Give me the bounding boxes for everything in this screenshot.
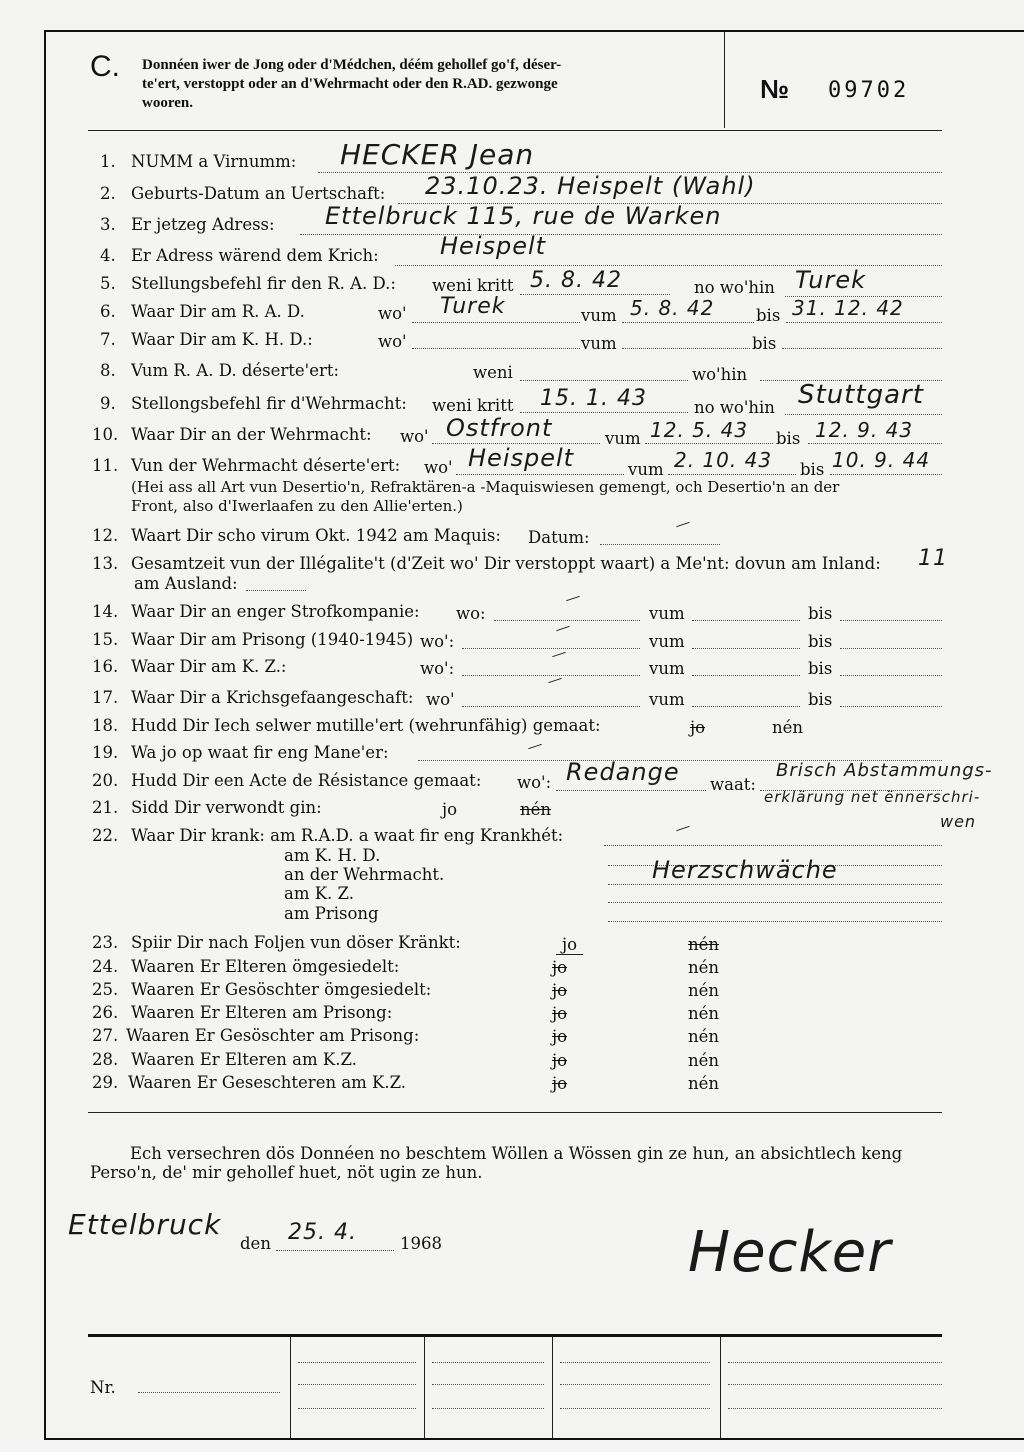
q26-jo: jo <box>552 1004 568 1023</box>
q3-label: Er jetzeg Adress: <box>131 215 275 234</box>
q6-place: Turek <box>440 294 506 319</box>
q8-weni: weni <box>473 363 513 382</box>
q11-from-line <box>668 474 796 475</box>
questions-end-rule <box>88 1112 942 1113</box>
footer-dots-1c <box>298 1408 416 1409</box>
q25-nen: nén <box>688 981 720 1000</box>
q22-num: 22. <box>92 826 119 845</box>
q12-datum: Datum: <box>528 528 590 547</box>
form-title-line3: wooren. <box>142 95 193 111</box>
q10-from: 12. 5. 43 <box>650 418 749 442</box>
q7-num: 7. <box>100 330 116 349</box>
q29-num: 29. <box>92 1073 119 1092</box>
q22-prisong-line <box>608 921 942 922</box>
q17-place-line <box>462 706 640 707</box>
footer-col-2 <box>424 1336 425 1438</box>
q21-num: 21. <box>92 798 119 817</box>
q6-from: 5. 8. 42 <box>630 296 715 320</box>
q27-jo: jo <box>552 1027 568 1046</box>
q29-jo: jo <box>552 1074 568 1093</box>
q21-label: Sidd Dir verwondt gin: <box>131 798 322 817</box>
q6-vum: vum <box>581 306 617 325</box>
q1-num: 1. <box>100 152 116 171</box>
q7-from-line <box>622 348 750 349</box>
q17-dash <box>548 678 562 683</box>
footer-dots-2c <box>432 1408 544 1409</box>
q10-vum: vum <box>605 429 641 448</box>
q22-khd: am K. H. D. <box>284 846 381 865</box>
q23-label: Spiir Dir nach Foljen vun döser Kränkt: <box>131 933 461 952</box>
q20-place: Redange <box>566 758 680 786</box>
q11-wo: wo' <box>424 458 453 477</box>
q5-label: Stellungsbefehl fir den R. A. D.: <box>131 274 396 293</box>
q17-from-line <box>692 706 800 707</box>
footer-nr-label: Nr. <box>90 1378 116 1397</box>
q16-from-line <box>692 675 800 676</box>
form-number: 09702 <box>828 78 910 103</box>
q16-dash <box>552 652 566 657</box>
q10-bis: bis <box>776 429 801 448</box>
footer-col-3 <box>552 1336 553 1438</box>
q11-label: Vun der Wehrmacht déserte'ert: <box>131 456 401 475</box>
q15-num: 15. <box>92 630 119 649</box>
q15-wo: wo': <box>420 632 455 651</box>
q16-bis: bis <box>808 659 833 678</box>
q10-to: 12. 9. 43 <box>815 418 914 442</box>
q13-ausland-line <box>246 590 306 591</box>
q9-date: 15. 1. 43 <box>540 386 647 411</box>
q7-to-line <box>782 348 942 349</box>
q16-place-line <box>462 675 640 676</box>
q17-bis: bis <box>808 690 833 709</box>
q22-dash <box>676 826 690 831</box>
signature-year: 1968 <box>400 1234 442 1253</box>
q25-num: 25. <box>92 980 119 999</box>
form-title-line2: te'ert, verstoppt oder an d'Wehrmacht oder den R.AD. gezwonge <box>142 76 558 92</box>
q17-label: Waar Dir a Krichsgefaangeschaft: <box>131 688 414 707</box>
signature-name: Hecker <box>688 1220 892 1285</box>
q5-num: 5. <box>100 274 116 293</box>
q11-from: 2. 10. 43 <box>674 448 773 472</box>
footer-rule <box>88 1334 942 1337</box>
q23-jo: jo <box>556 935 583 955</box>
footer-dots-4a <box>728 1362 942 1363</box>
q20-num: 20. <box>92 771 119 790</box>
q7-place-line <box>412 348 580 349</box>
q5-wohin: no wo'hin <box>694 278 775 297</box>
q10-to-line <box>808 443 942 444</box>
footer-dots-4c <box>728 1408 942 1409</box>
form-title <box>142 56 561 113</box>
q15-place-line <box>462 648 640 649</box>
q24-label: Waaren Er Elteren ömgesiedelt: <box>131 957 400 976</box>
q15-vum: vum <box>649 632 685 651</box>
q6-label: Waar Dir am R. A. D. <box>131 302 305 321</box>
q16-num: 16. <box>92 657 119 676</box>
q28-nen: nén <box>688 1051 720 1070</box>
q19-num: 19. <box>92 743 119 762</box>
q9-label: Stellongsbefehl fir d'Wehrmacht: <box>131 394 407 413</box>
q7-bis: bis <box>752 334 777 353</box>
q22-kz: am K. Z. <box>284 884 354 903</box>
q24-num: 24. <box>92 957 119 976</box>
q28-jo: jo <box>552 1051 568 1070</box>
q26-label: Waaren Er Elteren am Prisong: <box>131 1003 393 1022</box>
q13-num: 13. <box>92 554 119 573</box>
q14-vum: vum <box>649 604 685 623</box>
q19-dash <box>528 744 542 749</box>
q8-date-line <box>520 380 688 381</box>
q9-place: Stuttgart <box>798 380 924 410</box>
q20-wo: wo': <box>517 773 552 792</box>
number-label: № <box>760 74 789 104</box>
q22-wehrmacht: an der Wehrmacht. <box>284 865 445 884</box>
q7-wo: wo' <box>378 332 407 351</box>
header-divider <box>724 32 725 128</box>
q21-jo: jo <box>442 800 458 819</box>
q14-wo: wo: <box>456 604 486 623</box>
q16-label: Waar Dir am K. Z.: <box>131 657 287 676</box>
q11-to-line <box>830 474 942 475</box>
q1-label: NUMM a Virnumm: <box>131 152 297 171</box>
q5-weni: weni kritt <box>432 276 514 295</box>
footer-dots-1b <box>298 1384 416 1385</box>
q2-label: Geburts-Datum an Uertschaft: <box>131 184 386 203</box>
q4-label: Er Adress wärend dem Krich: <box>131 246 379 265</box>
q6-wo: wo' <box>378 304 407 323</box>
q15-dash <box>556 626 570 631</box>
q22-rad-line <box>604 845 942 846</box>
declaration-line2: Perso'n, de' mir gehollef huet, nöt ugin ze hun. <box>90 1163 483 1182</box>
q1-value: HECKER Jean <box>340 138 535 171</box>
q27-num: 27. <box>92 1026 119 1045</box>
q10-label: Waar Dir an der Wehrmacht: <box>131 425 372 444</box>
q15-from-line <box>692 648 800 649</box>
q27-label: Waaren Er Gesöschter am Prisong: <box>126 1026 420 1045</box>
footer-col-4 <box>720 1336 721 1438</box>
q28-num: 28. <box>92 1050 119 1069</box>
q26-nen: nén <box>688 1004 720 1023</box>
footer-dots-2b <box>432 1384 544 1385</box>
form-title-line1: Donnéen iwer de Jong oder d'Médchen, déém gehollef go'f, déser- <box>142 57 562 73</box>
q18-label: Hudd Dir Iech selwer mutille'ert (wehrunfähig) gemaat: <box>131 716 601 735</box>
q17-num: 17. <box>92 688 119 707</box>
q10-from-line <box>645 443 773 444</box>
q20-label: Hudd Dir een Acte de Résistance gemaat: <box>131 771 482 790</box>
q5-place: Turek <box>795 266 866 294</box>
q14-place-line <box>494 620 640 621</box>
q22-label: Waar Dir krank: am R.A.D. a waat fir eng Krankhét: <box>131 826 564 845</box>
q23-nen: nén <box>688 935 720 954</box>
q13-label: Gesamtzeit vun der Illégalite't (d'Zeit wo' Dir verstoppt waart) a Me'nt: dovun am Inland: <box>131 554 881 573</box>
q12-num: 12. <box>92 526 119 545</box>
q18-jo: jo <box>690 718 706 737</box>
declaration-line1: Ech versechren dös Donnéen no beschtem Wöllen a Wössen gin ze hun, an absichtlech keng <box>130 1144 903 1163</box>
q14-num: 14. <box>92 602 119 621</box>
footer-dots-3c <box>560 1408 710 1409</box>
footer-dots-3a <box>560 1362 710 1363</box>
q29-nen: nén <box>688 1074 720 1093</box>
q5-date-line <box>520 294 670 295</box>
q27-nen: nén <box>688 1027 720 1046</box>
q6-place-line <box>412 322 580 323</box>
footer-dots-3b <box>560 1384 710 1385</box>
footer-nr-line <box>138 1392 280 1393</box>
q25-label: Waaren Er Gesöschter ömgesiedelt: <box>131 980 432 999</box>
q11-bis: bis <box>800 460 825 479</box>
q12-label: Waart Dir scho virum Okt. 1942 am Maquis: <box>131 526 501 545</box>
q6-from-line <box>622 322 754 323</box>
q9-date-line <box>520 412 688 413</box>
q15-bis: bis <box>808 632 833 651</box>
q10-wo: wo' <box>400 427 429 446</box>
footer-col-1 <box>290 1336 291 1438</box>
q2-num: 2. <box>100 184 116 203</box>
section-letter: C. <box>90 50 120 83</box>
q11-note1: (Hei ass all Art vun Desertio'n, Refraktären-a -Maquiswiesen gemengt, och Desertio'n an der <box>131 478 840 496</box>
q9-num: 9. <box>100 394 116 413</box>
q18-nen: nén <box>772 718 804 737</box>
q3-num: 3. <box>100 215 116 234</box>
q24-nen: nén <box>688 958 720 977</box>
q20-what1: Brisch Abstammungs- <box>776 760 993 781</box>
signature-den: den <box>240 1234 271 1253</box>
q29-label: Waaren Er Geseschteren am K.Z. <box>128 1073 407 1092</box>
q6-num: 6. <box>100 302 116 321</box>
header-rule <box>88 130 942 131</box>
q16-vum: vum <box>649 659 685 678</box>
q12-dash <box>676 522 690 527</box>
footer-dots-1a <box>298 1362 416 1363</box>
q17-wo: wo' <box>426 690 455 709</box>
q13-inland: 11 <box>918 546 948 571</box>
q9-place-line <box>785 414 942 415</box>
q11-note2: Front, also d'Iwerlaafen zu den Allie'erten.) <box>131 497 463 515</box>
q28-label: Waaren Er Elteren am K.Z. <box>131 1050 357 1069</box>
q16-wo: wo': <box>420 659 455 678</box>
q11-place: Heispelt <box>468 444 575 472</box>
q14-bis: bis <box>808 604 833 623</box>
q16-to-line <box>840 675 942 676</box>
frame-bottom-border <box>44 1438 1024 1440</box>
q14-label: Waar Dir an enger Strofkompanie: <box>131 602 420 621</box>
q19-label: Wa jo op waat fir eng Mane'er: <box>131 743 389 762</box>
q2-value: 23.10.23. Heispelt (Wahl) <box>425 172 756 200</box>
signature-date: 25. 4. <box>288 1220 357 1245</box>
q6-bis: bis <box>756 306 781 325</box>
q22-wehrmacht-value: Herzschwäche <box>652 856 838 884</box>
q22-kz-line <box>608 902 942 903</box>
q3-line <box>300 234 942 235</box>
footer-dots-2a <box>432 1362 544 1363</box>
q18-num: 18. <box>92 716 119 735</box>
q26-num: 26. <box>92 1003 119 1022</box>
frame-left-border <box>44 30 46 1440</box>
q17-vum: vum <box>649 690 685 709</box>
signature-date-line <box>276 1250 394 1251</box>
q20-what2: erklärung net ënnerschri- <box>764 788 981 806</box>
q6-to-line <box>786 322 942 323</box>
q10-place: Ostfront <box>446 414 553 442</box>
q8-num: 8. <box>100 361 116 380</box>
q14-dash <box>566 596 580 601</box>
q11-vum: vum <box>628 460 664 479</box>
q9-weni: weni kritt <box>432 396 514 415</box>
footer-dots-4b <box>728 1384 942 1385</box>
q8-wohin: wo'hin <box>692 365 748 384</box>
q20-place-line <box>556 790 706 791</box>
q25-jo: jo <box>552 981 568 1000</box>
q4-num: 4. <box>100 246 116 265</box>
q20-waat: waat: <box>710 775 756 794</box>
q12-line <box>600 544 720 545</box>
q15-label: Waar Dir am Prisong (1940-1945) <box>131 630 414 649</box>
q14-from-line <box>692 620 800 621</box>
q7-label: Waar Dir am K. H. D.: <box>131 330 313 349</box>
q9-wohin: no wo'hin <box>694 398 775 417</box>
q22-prisong: am Prisong <box>284 904 379 923</box>
q21-nen: nén <box>520 800 552 819</box>
q5-date: 5. 8. 42 <box>530 268 622 293</box>
q17-to-line <box>840 706 942 707</box>
q20-what3: wen <box>940 812 977 831</box>
q8-label: Vum R. A. D. déserte'ert: <box>131 361 340 380</box>
signature-place: Ettelbruck <box>68 1208 222 1241</box>
q4-value: Heispelt <box>440 232 547 260</box>
frame-top-border <box>44 30 1024 32</box>
q14-to-line <box>840 620 942 621</box>
q11-num: 11. <box>92 456 119 475</box>
q10-num: 10. <box>92 425 119 444</box>
q22-wehrmacht-line <box>608 884 942 885</box>
q24-jo: jo <box>552 958 568 977</box>
q23-num: 23. <box>92 933 119 952</box>
q13-label2: am Ausland: <box>134 574 238 593</box>
q3-value: Ettelbruck 115, rue de Warken <box>325 202 722 230</box>
q7-vum: vum <box>581 334 617 353</box>
q15-to-line <box>840 648 942 649</box>
q11-to: 10. 9. 44 <box>832 448 931 472</box>
q6-to: 31. 12. 42 <box>792 296 904 320</box>
q11-place-line <box>456 474 624 475</box>
